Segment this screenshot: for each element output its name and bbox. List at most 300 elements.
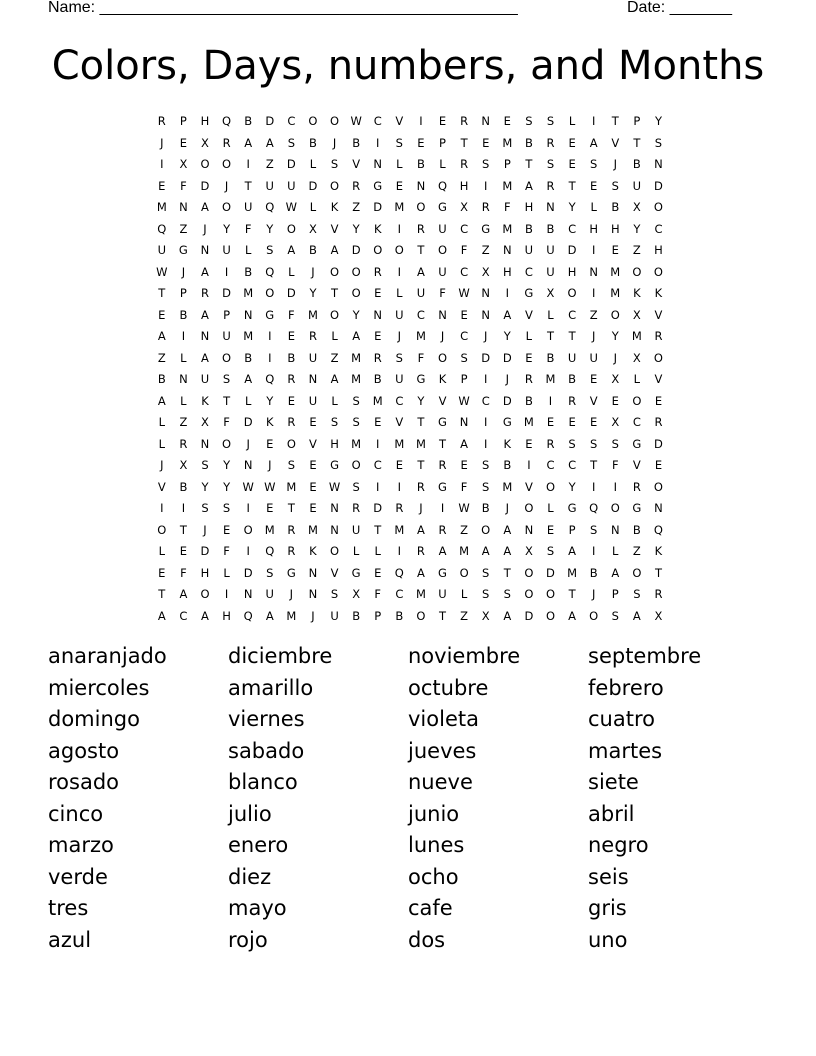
- grid-letter: B: [611, 200, 620, 214]
- grid-letter: I: [397, 479, 402, 494]
- grid-letter: Q: [653, 522, 663, 537]
- grid-letter: C: [654, 221, 663, 236]
- grid-letter: J: [160, 135, 164, 150]
- grid-letter: I: [246, 544, 250, 558]
- grid-letter: U: [589, 350, 598, 365]
- grid-letter: M: [415, 436, 426, 451]
- grid-letter: R: [179, 436, 188, 451]
- grid-row: [151, 262, 671, 284]
- grid-letter: L: [288, 264, 295, 279]
- grid-letter: K: [654, 544, 663, 558]
- grid-letter: S: [287, 458, 296, 472]
- grid-letter: I: [181, 329, 186, 343]
- grid-letter: U: [243, 200, 253, 214]
- grid-letter: L: [612, 544, 619, 558]
- word-list-item: jueves: [408, 738, 477, 763]
- grid-letter: Z: [632, 243, 641, 257]
- grid-letter: T: [568, 329, 576, 343]
- grid-letter: M: [415, 587, 426, 601]
- grid-letter: E: [309, 501, 317, 515]
- grid-letter: T: [439, 608, 447, 623]
- grid-letter: S: [330, 157, 339, 171]
- grid-letter: R: [287, 372, 296, 386]
- grid-letter: R: [416, 221, 425, 236]
- grid-letter: D: [265, 114, 275, 128]
- grid-letter: X: [524, 544, 533, 558]
- grid-letter: Z: [589, 307, 598, 322]
- grid-letter: I: [397, 544, 402, 558]
- grid-letter: J: [505, 501, 509, 515]
- grid-letter: P: [223, 307, 231, 322]
- grid-letter: X: [632, 200, 641, 214]
- grid-letter: B: [632, 157, 641, 171]
- grid-letter: A: [265, 608, 274, 623]
- grid-letter: O: [200, 587, 210, 601]
- grid-letter: A: [416, 565, 425, 580]
- grid-letter: I: [548, 393, 553, 408]
- word-list-item: negro: [588, 833, 649, 857]
- grid-letter: M: [156, 200, 167, 214]
- grid-letter: U: [222, 243, 231, 257]
- grid-letter: R: [546, 135, 555, 150]
- grid-letter: E: [374, 415, 382, 429]
- grid-letter: Y: [309, 286, 317, 300]
- grid-letter: E: [287, 393, 295, 408]
- grid-letter: C: [416, 307, 425, 322]
- grid-letter: L: [331, 393, 338, 408]
- grid-letter: J: [181, 264, 186, 279]
- grid-letter: H: [200, 565, 210, 580]
- grid-letter: S: [222, 372, 231, 386]
- grid-letter: S: [654, 135, 663, 150]
- word-list-item: septembre: [588, 644, 702, 668]
- grid-letter: P: [460, 372, 468, 386]
- grid-letter: A: [157, 393, 166, 408]
- grid-letter: Q: [394, 565, 404, 580]
- word-list-item: diez: [228, 864, 272, 889]
- grid-letter: L: [309, 157, 317, 171]
- word-list-item: dos: [408, 927, 446, 952]
- grid-letter: M: [631, 329, 642, 343]
- grid-letter: I: [181, 501, 186, 515]
- grid-letter: M: [502, 178, 513, 193]
- grid-row: [151, 154, 671, 176]
- grid-letter: S: [546, 114, 555, 128]
- grid-letter: E: [546, 522, 555, 537]
- grid-letter: E: [417, 135, 425, 150]
- grid-letter: B: [157, 372, 166, 386]
- grid-letter: T: [331, 286, 339, 300]
- grid-letter: F: [417, 350, 425, 365]
- grid-letter: R: [373, 350, 382, 365]
- grid-letter: T: [417, 415, 425, 429]
- grid-letter: M: [459, 544, 470, 558]
- grid-letter: I: [224, 264, 229, 279]
- grid-letter: I: [591, 286, 596, 300]
- grid-letter: M: [351, 372, 362, 386]
- grid-letter: M: [394, 522, 405, 537]
- grid-row: [151, 176, 671, 198]
- grid-letter: X: [309, 221, 317, 236]
- grid-letter: A: [330, 243, 339, 257]
- grid-letter: E: [374, 565, 382, 580]
- grid-letter: S: [395, 350, 403, 365]
- grid-letter: E: [395, 178, 403, 193]
- grid-letter: C: [568, 221, 577, 236]
- grid-letter: K: [309, 544, 317, 558]
- grid-letter: B: [589, 565, 598, 580]
- grid-letter: A: [244, 372, 253, 386]
- word-list-item: cafe: [408, 896, 453, 920]
- grid-letter: L: [547, 501, 554, 515]
- worksheet-header: [48, 0, 748, 18]
- grid-letter: T: [546, 329, 554, 343]
- word-list-item: tres: [48, 896, 89, 920]
- grid-letter: H: [567, 264, 577, 279]
- grid-letter: T: [417, 243, 425, 257]
- grid-letter: M: [307, 522, 318, 537]
- grid-letter: O: [610, 501, 620, 515]
- grid-letter: F: [503, 200, 511, 214]
- grid-letter: O: [524, 501, 534, 515]
- grid-letter: K: [330, 200, 339, 214]
- grid-letter: O: [351, 458, 361, 472]
- grid-letter: E: [654, 458, 663, 472]
- grid-letter: S: [611, 436, 619, 451]
- grid-row: [151, 584, 671, 606]
- grid-letter: O: [632, 393, 642, 408]
- grid-letter: L: [590, 200, 597, 214]
- grid-letter: K: [265, 415, 274, 429]
- grid-letter: J: [289, 587, 294, 601]
- grid-letter: O: [286, 436, 296, 451]
- grid-letter: R: [308, 329, 317, 343]
- grid-letter: A: [201, 200, 209, 214]
- grid-letter: U: [287, 178, 296, 193]
- grid-letter: T: [374, 522, 382, 537]
- grid-letter: N: [243, 458, 253, 472]
- grid-letter: B: [395, 608, 404, 623]
- grid-letter: S: [330, 415, 339, 429]
- word-list-item: nueve: [408, 770, 473, 794]
- grid-letter: O: [330, 544, 340, 558]
- grid-letter: S: [568, 436, 576, 451]
- grid-letter: H: [589, 221, 598, 236]
- grid-letter: X: [352, 587, 361, 601]
- grid-letter: X: [632, 307, 641, 322]
- grid-letter: B: [287, 350, 296, 365]
- grid-letter: A: [632, 608, 641, 623]
- word-list-item: febrero: [588, 675, 664, 700]
- grid-letter: T: [158, 286, 166, 300]
- grid-letter: U: [395, 372, 404, 386]
- grid-letter: O: [286, 221, 296, 236]
- grid-row: [151, 391, 671, 413]
- grid-letter: I: [268, 329, 272, 343]
- grid-letter: N: [610, 522, 620, 537]
- grid-letter: U: [395, 307, 404, 322]
- grid-letter: N: [330, 501, 339, 515]
- grid-letter: N: [373, 157, 383, 171]
- grid-letter: K: [633, 286, 641, 300]
- grid-letter: E: [158, 307, 166, 322]
- word-list-item: amarillo: [228, 675, 314, 700]
- grid-letter: J: [311, 264, 315, 279]
- grid-letter: S: [590, 436, 598, 451]
- grid-letter: S: [352, 393, 360, 408]
- grid-letter: S: [266, 565, 274, 580]
- grid-letter: O: [330, 178, 340, 193]
- grid-letter: T: [503, 565, 511, 580]
- grid-letter: L: [547, 307, 554, 322]
- grid-letter: R: [287, 544, 296, 558]
- grid-letter: N: [179, 200, 188, 214]
- grid-letter: T: [568, 587, 576, 601]
- grid-row: [151, 197, 671, 219]
- grid-letter: J: [224, 178, 229, 193]
- grid-letter: J: [505, 372, 509, 386]
- grid-letter: B: [481, 501, 490, 515]
- grid-letter: S: [611, 608, 619, 623]
- grid-letter: U: [546, 264, 555, 279]
- grid-letter: O: [330, 264, 340, 279]
- grid-letter: J: [203, 522, 207, 537]
- grid-letter: M: [610, 286, 621, 300]
- word-list-item: noviembre: [408, 644, 521, 668]
- grid-letter: T: [417, 458, 425, 472]
- grid-letter: R: [481, 200, 490, 214]
- grid-letter: W: [458, 286, 470, 300]
- grid-letter: M: [243, 286, 254, 300]
- grid-letter: M: [307, 307, 318, 322]
- grid-letter: J: [311, 608, 315, 623]
- grid-row: [151, 477, 671, 499]
- grid-letter: U: [308, 350, 318, 365]
- grid-letter: O: [308, 114, 318, 128]
- grid-letter: E: [266, 501, 274, 515]
- grid-letter: B: [503, 458, 512, 472]
- grid-letter: E: [179, 135, 188, 150]
- grid-letter: I: [484, 436, 488, 451]
- grid-letter: N: [654, 157, 663, 171]
- grid-letter: H: [200, 114, 210, 128]
- grid-letter: B: [632, 522, 641, 537]
- grid-letter: D: [524, 608, 534, 623]
- grid-letter: I: [527, 458, 531, 472]
- page-title: Colors, Days, numbers, and Months: [51, 43, 765, 89]
- grid-letter: O: [653, 350, 663, 365]
- grid-letter: J: [591, 329, 596, 343]
- grid-letter: X: [654, 608, 663, 623]
- grid-letter: O: [653, 479, 663, 494]
- grid-letter: G: [286, 565, 296, 580]
- grid-letter: X: [201, 135, 209, 150]
- grid-letter: D: [373, 501, 383, 515]
- grid-letter: A: [611, 565, 620, 580]
- grid-letter: F: [460, 479, 468, 494]
- grid-letter: J: [203, 221, 207, 236]
- grid-letter: Q: [437, 178, 448, 193]
- grid-letter: A: [524, 178, 533, 193]
- grid-letter: Y: [611, 329, 619, 343]
- grid-row: [151, 326, 671, 348]
- grid-letter: U: [330, 608, 339, 623]
- grid-letter: C: [460, 329, 469, 343]
- grid-letter: V: [395, 415, 404, 429]
- grid-letter: E: [525, 436, 533, 451]
- grid-letter: X: [546, 286, 555, 300]
- word-list-item: diciembre: [228, 644, 333, 668]
- grid-letter: H: [330, 436, 339, 451]
- grid-letter: O: [243, 522, 253, 537]
- grid-letter: V: [330, 565, 339, 580]
- grid-letter: Z: [460, 608, 469, 623]
- grid-letter: C: [568, 458, 577, 472]
- grid-letter: A: [503, 544, 512, 558]
- grid-letter: L: [244, 393, 252, 408]
- word-list-item: cinco: [48, 801, 104, 826]
- grid-letter: I: [591, 243, 596, 257]
- grid-letter: B: [352, 608, 361, 623]
- grid-letter: V: [654, 307, 663, 322]
- grid-letter: P: [179, 114, 187, 128]
- grid-letter: U: [567, 350, 577, 365]
- grid-letter: R: [546, 178, 555, 193]
- grid-letter: Q: [265, 544, 275, 558]
- grid-letter: L: [309, 200, 317, 214]
- grid-letter: W: [350, 114, 362, 128]
- grid-letter: Z: [157, 350, 166, 365]
- grid-letter: X: [460, 200, 469, 214]
- grid-letter: Y: [266, 393, 274, 408]
- grid-letter: N: [524, 522, 534, 537]
- grid-letter: E: [158, 178, 166, 193]
- grid-letter: O: [632, 264, 642, 279]
- grid-letter: S: [590, 157, 598, 171]
- grid-row: [151, 606, 671, 628]
- grid-letter: A: [503, 522, 512, 537]
- grid-letter: D: [502, 350, 512, 365]
- word-list-item: blanco: [228, 770, 298, 794]
- grid-letter: G: [632, 501, 642, 515]
- grid-letter: Y: [266, 221, 274, 236]
- grid-letter: D: [286, 157, 296, 171]
- grid-letter: S: [525, 114, 533, 128]
- grid-letter: R: [352, 178, 361, 193]
- grid-letter: I: [376, 135, 380, 150]
- grid-letter: B: [179, 479, 188, 494]
- grid-letter: S: [482, 565, 490, 580]
- grid-letter: V: [632, 458, 641, 472]
- grid-letter: D: [243, 565, 253, 580]
- grid-letter: Y: [568, 200, 576, 214]
- grid-letter: L: [396, 157, 403, 171]
- grid-letter: N: [502, 243, 512, 257]
- grid-letter: M: [264, 522, 275, 537]
- grid-letter: W: [458, 393, 470, 408]
- grid-letter: H: [502, 264, 512, 279]
- grid-letter: O: [459, 565, 469, 580]
- grid-letter: E: [179, 544, 188, 558]
- grid-letter: W: [285, 200, 298, 214]
- grid-letter: D: [481, 350, 491, 365]
- grid-letter: B: [352, 135, 361, 150]
- grid-letter: A: [201, 307, 209, 322]
- grid-letter: O: [567, 286, 577, 300]
- grid-letter: R: [373, 264, 382, 279]
- grid-letter: O: [545, 608, 556, 623]
- grid-letter: P: [503, 157, 511, 171]
- grid-letter: V: [157, 479, 166, 494]
- grid-letter: T: [439, 436, 447, 451]
- grid-letter: O: [653, 264, 663, 279]
- grid-letter: T: [179, 522, 187, 537]
- grid-letter: M: [372, 393, 383, 408]
- grid-letter: B: [416, 157, 425, 171]
- grid-letter: N: [243, 307, 253, 322]
- grid-letter: V: [524, 307, 533, 322]
- grid-letter: Y: [223, 458, 231, 472]
- grid-letter: J: [246, 436, 250, 451]
- grid-letter: O: [222, 157, 232, 171]
- grid-letter: E: [590, 415, 598, 429]
- grid-letter: L: [568, 114, 576, 128]
- grid-letter: O: [653, 200, 663, 214]
- grid-letter: U: [222, 329, 231, 343]
- grid-letter: X: [632, 350, 641, 365]
- grid-letter: T: [223, 393, 231, 408]
- grid-letter: Y: [201, 479, 209, 494]
- grid-letter: O: [632, 565, 642, 580]
- grid-letter: D: [351, 243, 361, 257]
- grid-letter: I: [613, 479, 617, 494]
- grid-letter: E: [287, 329, 295, 343]
- grid-letter: R: [352, 501, 361, 515]
- grid-letter: I: [376, 479, 380, 494]
- grid-letter: E: [309, 479, 317, 494]
- grid-letter: R: [438, 458, 447, 472]
- grid-letter: E: [482, 135, 490, 150]
- grid-letter: A: [201, 608, 209, 623]
- grid-letter: L: [331, 329, 338, 343]
- grid-letter: C: [546, 458, 555, 472]
- grid-letter: Z: [330, 350, 339, 365]
- grid-letter: O: [330, 307, 340, 322]
- grid-letter: U: [546, 243, 555, 257]
- grid-letter: O: [437, 243, 448, 257]
- grid-letter: S: [352, 415, 360, 429]
- grid-letter: E: [460, 458, 468, 472]
- grid-row: [151, 111, 671, 133]
- grid-letter: G: [632, 436, 642, 451]
- grid-letter: C: [481, 393, 490, 408]
- grid-letter: G: [351, 565, 361, 580]
- grid-letter: G: [438, 479, 447, 494]
- grid-letter: M: [286, 608, 297, 623]
- grid-letter: R: [524, 372, 533, 386]
- grid-letter: P: [179, 286, 187, 300]
- grid-letter: K: [201, 393, 209, 408]
- grid-letter: C: [460, 264, 469, 279]
- grid-letter: N: [330, 522, 339, 537]
- grid-letter: E: [611, 243, 619, 257]
- grid-letter: L: [460, 587, 468, 601]
- word-list-item: julio: [228, 801, 272, 826]
- grid-letter: K: [373, 221, 382, 236]
- grid-letter: O: [416, 200, 426, 214]
- grid-letter: O: [265, 286, 275, 300]
- word-list-item: lunes: [408, 833, 465, 857]
